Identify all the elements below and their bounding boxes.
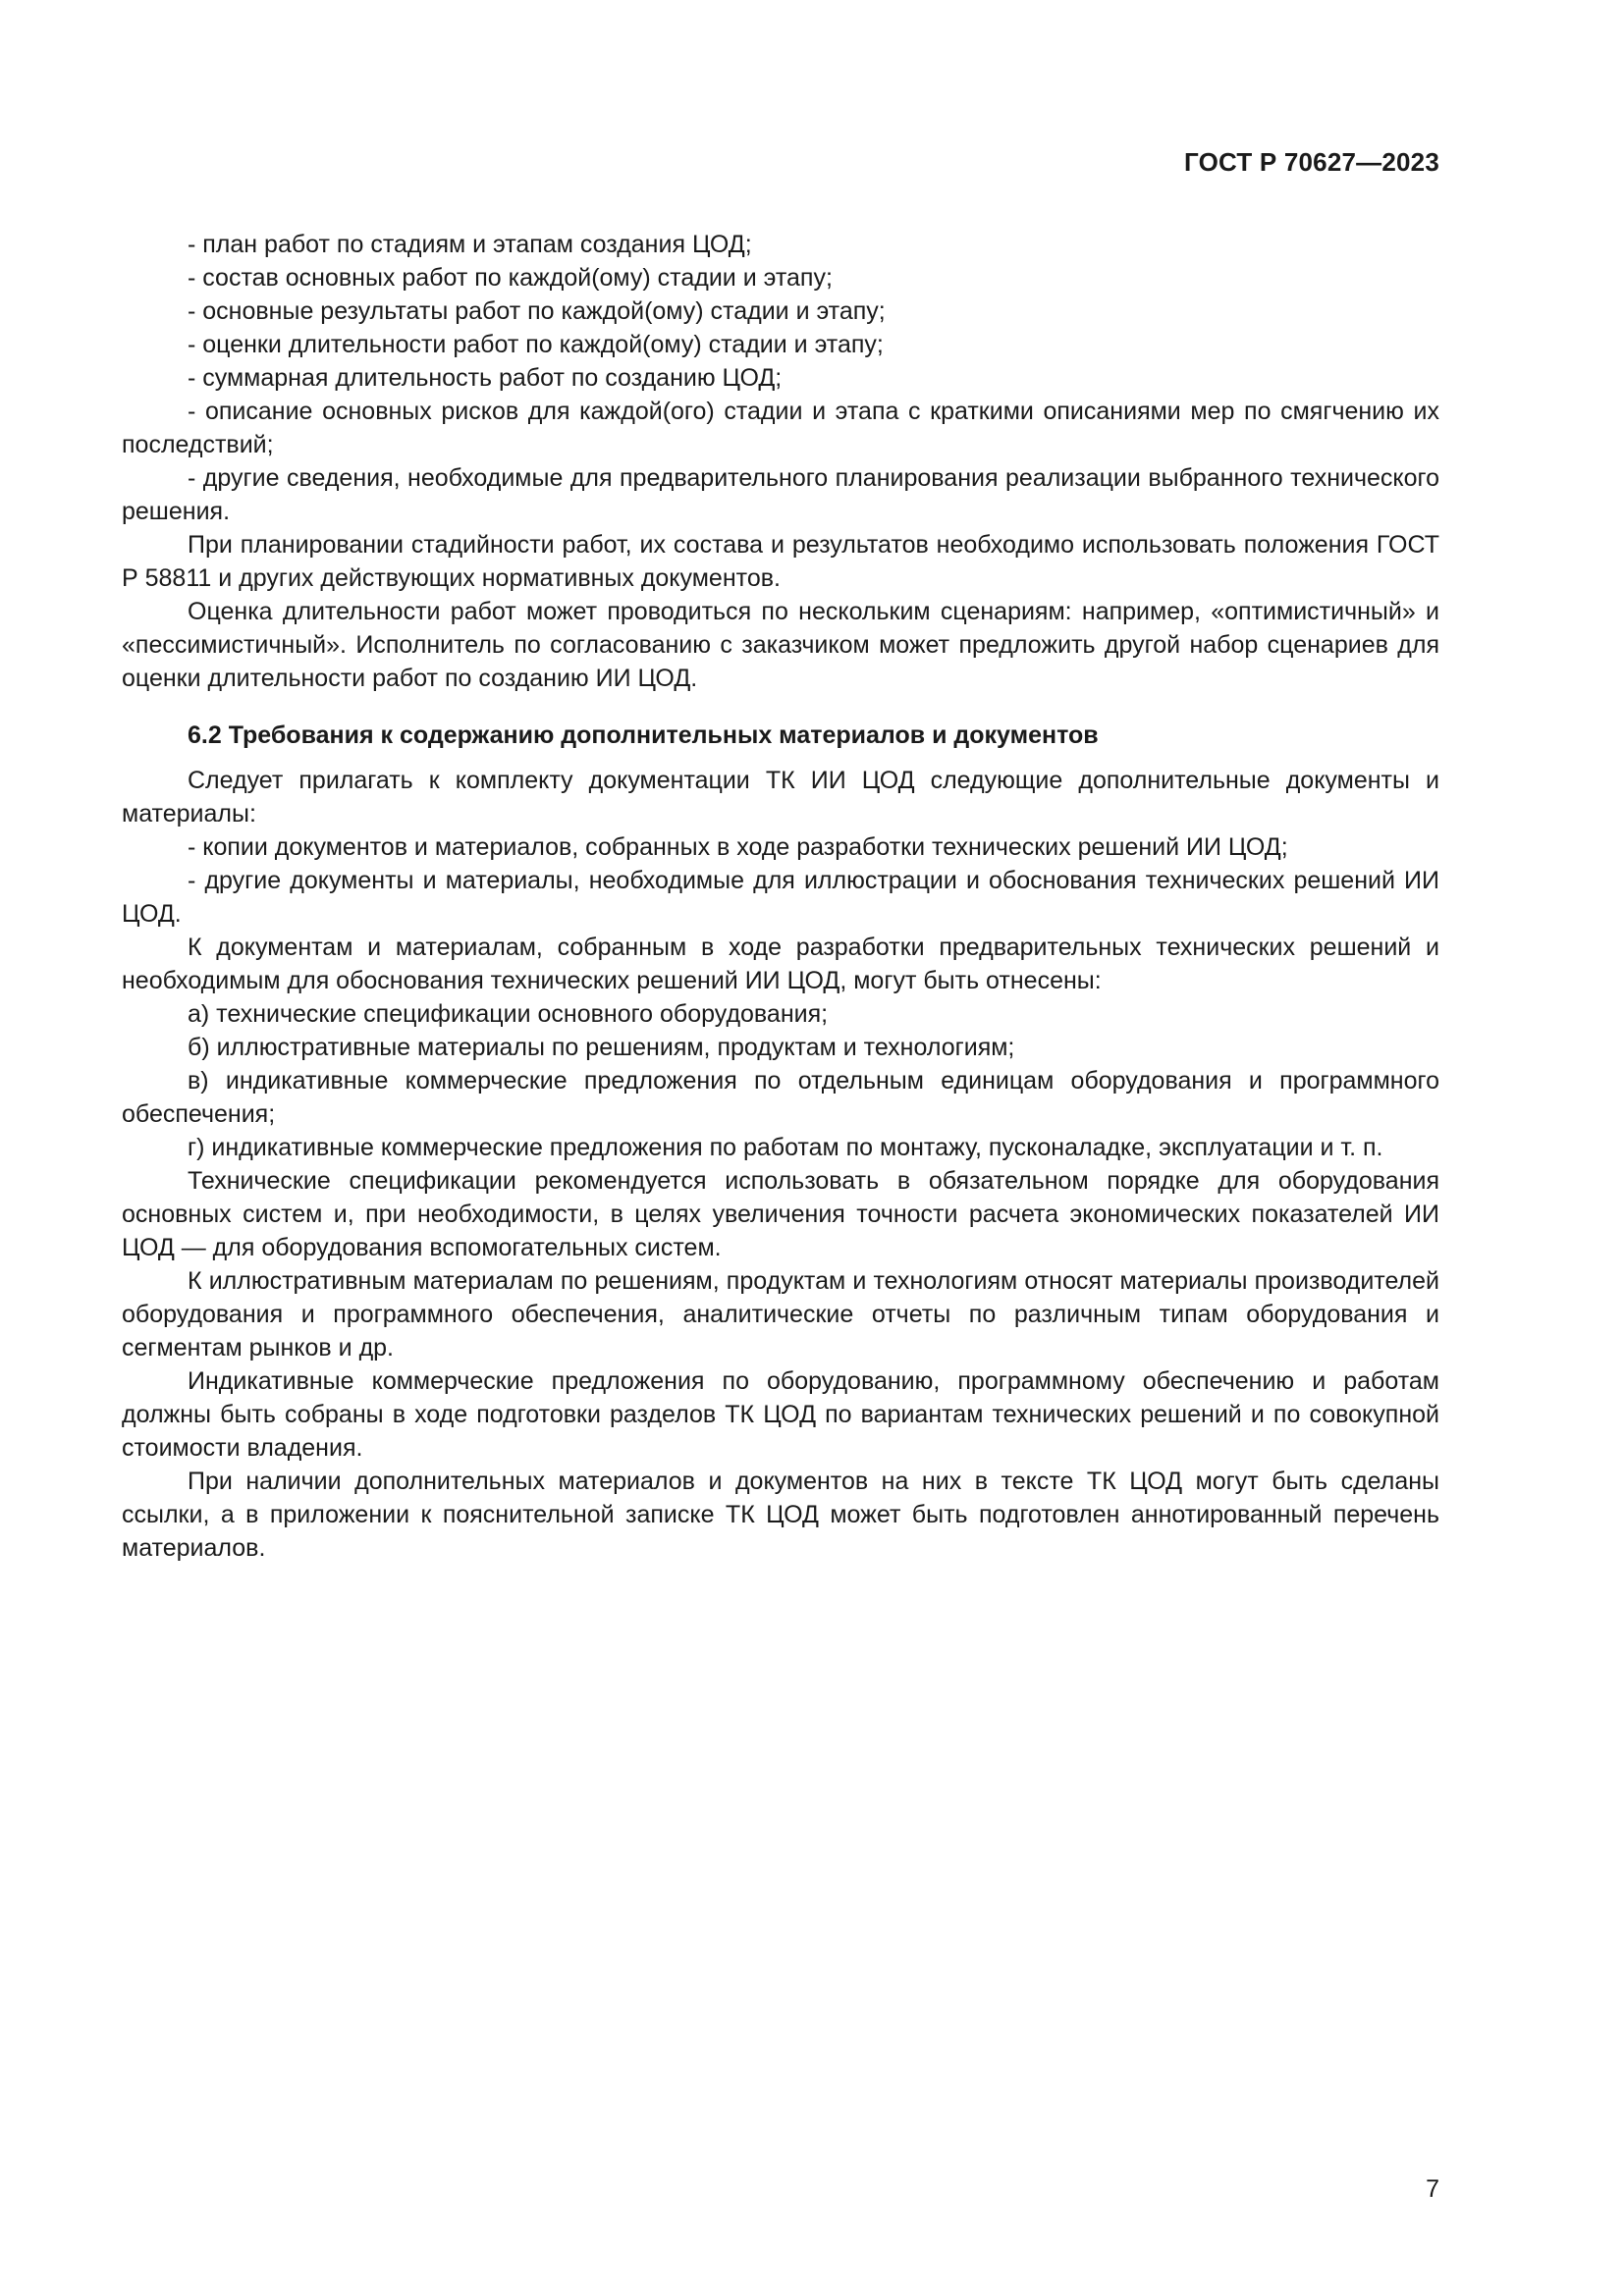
list-item: - описание основных рисков для каждой(ого) стадии и этапа с краткими описаниями мер по смягчению их последствий; [122, 398, 1439, 458]
lettered-item: в) индикативные коммерческие предложения по отдельным единицам оборудования и программного обеспечения; [122, 1067, 1439, 1128]
lettered-item: б) иллюстративные материалы по решениям, продуктам и технологиям; [188, 1034, 1015, 1061]
paragraph-references: При наличии дополнительных материалов и документов на них в тексте ТК ЦОД могут быть сделаны ссылки, а в приложении к пояснительной записке ТК ЦОД может быть подготовлен аннотированный перечень материалов. [122, 1468, 1439, 1562]
list-item: - суммарная длительность работ по созданию ЦОД; [188, 364, 783, 392]
section-heading-6-2: 6.2 Требования к содержанию дополнительных материалов и документов [188, 721, 1099, 749]
paragraph-offers: Индикативные коммерческие предложения по оборудованию, программному обеспечению и работам должны быть собраны в ходе подготовки разделов ТК ЦОД по вариантам технических решений и по совокупной стоимости владения. [122, 1367, 1439, 1462]
paragraph-duration-estimate: Оценка длительности работ может проводиться по нескольким сценариям: например, «оптимистичный» и «пессимистичный». Исполнитель по согласованию с заказчиком может предложить другой набор сценариев для оценки длительности работ по созданию ИИ ЦОД. [122, 598, 1439, 692]
list-item: - оценки длительности работ по каждой(ому) стадии и этапу; [188, 331, 884, 358]
paragraph-planning: При планировании стадийности работ, их состава и результатов необходимо использовать положения ГОСТ Р 58811 и других действующих нормативных документов. [122, 531, 1439, 592]
list-item: - основные результаты работ по каждой(ому) стадии и этапу; [188, 297, 886, 325]
lettered-item: г) индикативные коммерческие предложения по работам по монтажу, пусконаладке, эксплуатации и т. п. [188, 1134, 1383, 1161]
paragraph-illustrative: К иллюстративным материалам по решениям, продуктам и технологиям относят материалы производителей оборудования и программного обеспечения, аналитические отчеты по различным типам оборудования и сегментам рынков и др. [122, 1267, 1439, 1362]
list-item: - другие документы и материалы, необходимые для иллюстрации и обоснования технических решений ИИ ЦОД. [122, 867, 1439, 928]
list-item: - другие сведения, необходимые для предварительного планирования реализации выбранного технического решения. [122, 464, 1439, 525]
list-item: - план работ по стадиям и этапам создания ЦОД; [188, 231, 752, 258]
document-body [122, 228, 1439, 1565]
lettered-item: а) технические спецификации основного оборудования; [188, 1000, 829, 1028]
page-number: 7 [1426, 2175, 1439, 2203]
list-item: - копии документов и материалов, собранных в ходе разработки технических решений ИИ ЦОД; [188, 833, 1288, 861]
paragraph-intro: Следует прилагать к комплекту документации ТК ИИ ЦОД следующие дополнительные документы и материалы: [122, 767, 1439, 828]
document-header-id: ГОСТ Р 70627—2023 [1184, 147, 1439, 177]
paragraph-specifications: Технические спецификации рекомендуется использовать в обязательном порядке для оборудования основных систем и, при необходимости, в целях увеличения точности расчета экономических показателей ИИ ЦОД — для оборудования вспомогательных систем. [122, 1167, 1439, 1261]
paragraph-docs-intro: К документам и материалам, собранным в ходе разработки предварительных технических решений и необходимым для обоснования технических решений ИИ ЦОД, могут быть отнесены: [122, 934, 1439, 994]
list-item: - состав основных работ по каждой(ому) стадии и этапу; [188, 264, 833, 292]
